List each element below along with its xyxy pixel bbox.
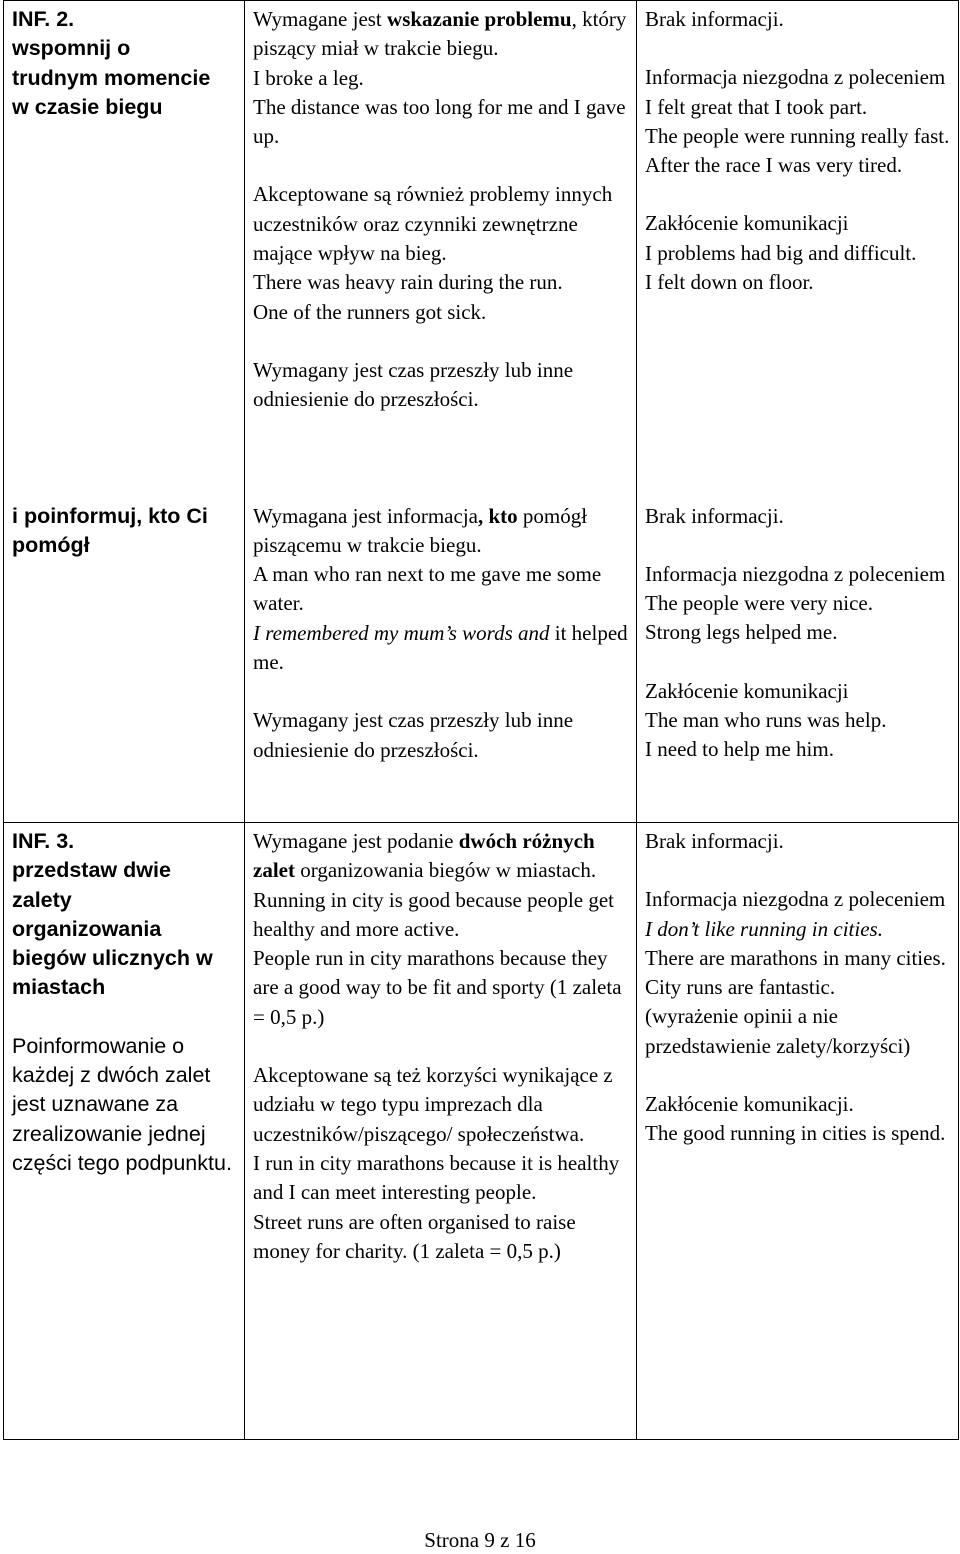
no-info-label: Brak informacji. [645, 829, 784, 853]
mismatch-example: The people were very nice. [645, 591, 873, 616]
mismatch-example: City runs are fantastic. [645, 975, 836, 1000]
example-sentence: One of the runners got sick. [253, 299, 487, 324]
task-cell-inf2 [4, 1, 245, 498]
mismatch-label: Informacja niezgodna z poleceniem [645, 65, 946, 90]
criteria-cell [245, 498, 637, 823]
page-number: Strona 9 z 16 [424, 1528, 536, 1552]
scoring-table [3, 0, 959, 1440]
accepted-note: Akceptowane są również problemy innych uczestników oraz czynniki zewnętrzne mające wpływ na bieg. [253, 182, 613, 266]
errors-cell [637, 823, 959, 1440]
task-title-line: w czasie biegu [12, 94, 163, 119]
mismatch-example: There are marathons in many cities. [645, 945, 946, 970]
mismatch-example: Strong legs helped me. [645, 620, 838, 645]
mismatch-comment: (wyrażenie opinii a nie przedstawienie zalety/korzyści) [645, 1004, 911, 1058]
example-sentence: Street runs are often organised to raise money for charity. (1 zaleta = 0,5 p.) [253, 1209, 576, 1263]
disruption-label: Zakłócenie komunikacji. [645, 1092, 854, 1117]
example-sentence: There was heavy rain during the run. [253, 270, 563, 295]
criteria-intro: Wymagane jest wskazanie problemu, który piszący miał w trakcie biegu. [253, 7, 627, 61]
tense-requirement: Wymagany jest czas przeszły lub inne odniesienie do przeszłości. [253, 708, 574, 762]
disruption-example: The man who runs was help. [645, 707, 887, 732]
criteria-cell [245, 823, 637, 1440]
mismatch-label: Informacja niezgodna z poleceniem [645, 561, 946, 586]
example-sentence: I run in city marathons because it is healthy and I can meet interesting people. [253, 1150, 620, 1205]
errors-cell [637, 1, 959, 498]
disruption-example: I problems had big and difficult. [645, 240, 917, 265]
mismatch-example: I don’t like running in cities. [645, 916, 883, 941]
disruption-example: The good running in cities is spend. [645, 1121, 946, 1146]
mismatch-example: I felt great that I took part. [645, 94, 868, 119]
tense-requirement: Wymagany jest czas przeszły lub inne odniesienie do przeszłości. [253, 357, 574, 412]
task-cell-inf3 [4, 823, 245, 1440]
task-title-line: i poinformuj, kto Ci [12, 503, 208, 528]
mismatch-label: Informacja niezgodna z poleceniem [645, 887, 946, 912]
task-title-line: pomógł [12, 532, 90, 557]
task-title-line: organizowania [12, 916, 162, 941]
errors-cell [637, 498, 959, 823]
example-sentence: I broke a leg. [253, 65, 364, 90]
task-title-line: trudnym momencie [12, 65, 211, 90]
disruption-example: I felt down on floor. [645, 270, 814, 295]
disruption-label: Zakłócenie komunikacji [645, 211, 849, 236]
example-sentence: People run in city marathons because they are a good way to be fit and sporty (1 zaleta = 0,5 p.) [253, 946, 622, 1029]
task-header: INF. 3. [12, 829, 75, 853]
mismatch-example: The people were running really fast. [645, 123, 950, 148]
task-title-line: przedstaw dwie [12, 858, 171, 883]
no-info-label: Brak informacji. [645, 503, 784, 528]
no-info-label: Brak informacji. [645, 7, 784, 31]
task-title-line: zalety [12, 887, 72, 912]
accepted-note: Akceptowane są też korzyści wynikające z udziału w tego typu imprezach dla uczestników/piszącego/ społeczeństwa. [253, 1063, 613, 1146]
example-sentence: Running in city is good because people get healthy and more active. [253, 887, 615, 941]
disruption-example: I need to help me him. [645, 737, 834, 762]
criteria-intro: Wymagane jest podanie dwóch różnych zalet organizowania biegów w miastach. [253, 829, 597, 883]
task-cell-help [4, 498, 245, 823]
mismatch-example: After the race I was very tired. [645, 153, 903, 178]
example-sentence: I remembered my mum’s words and it helped me. [253, 620, 628, 674]
criteria-cell [245, 1, 637, 498]
disruption-label: Zakłócenie komunikacji [645, 678, 849, 703]
criteria-intro: Wymagana jest informacja, kto pomógł piszącemu w trakcie biegu. [253, 503, 588, 557]
task-note: Poinformowanie o każdej z dwóch zalet jest uznawane za zrealizowanie jednej części tego podpunktu. [12, 1033, 232, 1175]
task-title-line: biegów ulicznych w [12, 946, 213, 971]
example-sentence: A man who ran next to me gave me some water. [253, 562, 602, 616]
task-header: INF. 2. [12, 7, 75, 31]
task-title-line: miastach [12, 975, 106, 1000]
task-title-line: wspomnij o [12, 36, 131, 61]
example-sentence: The distance was too long for me and I gave up. [253, 94, 626, 149]
